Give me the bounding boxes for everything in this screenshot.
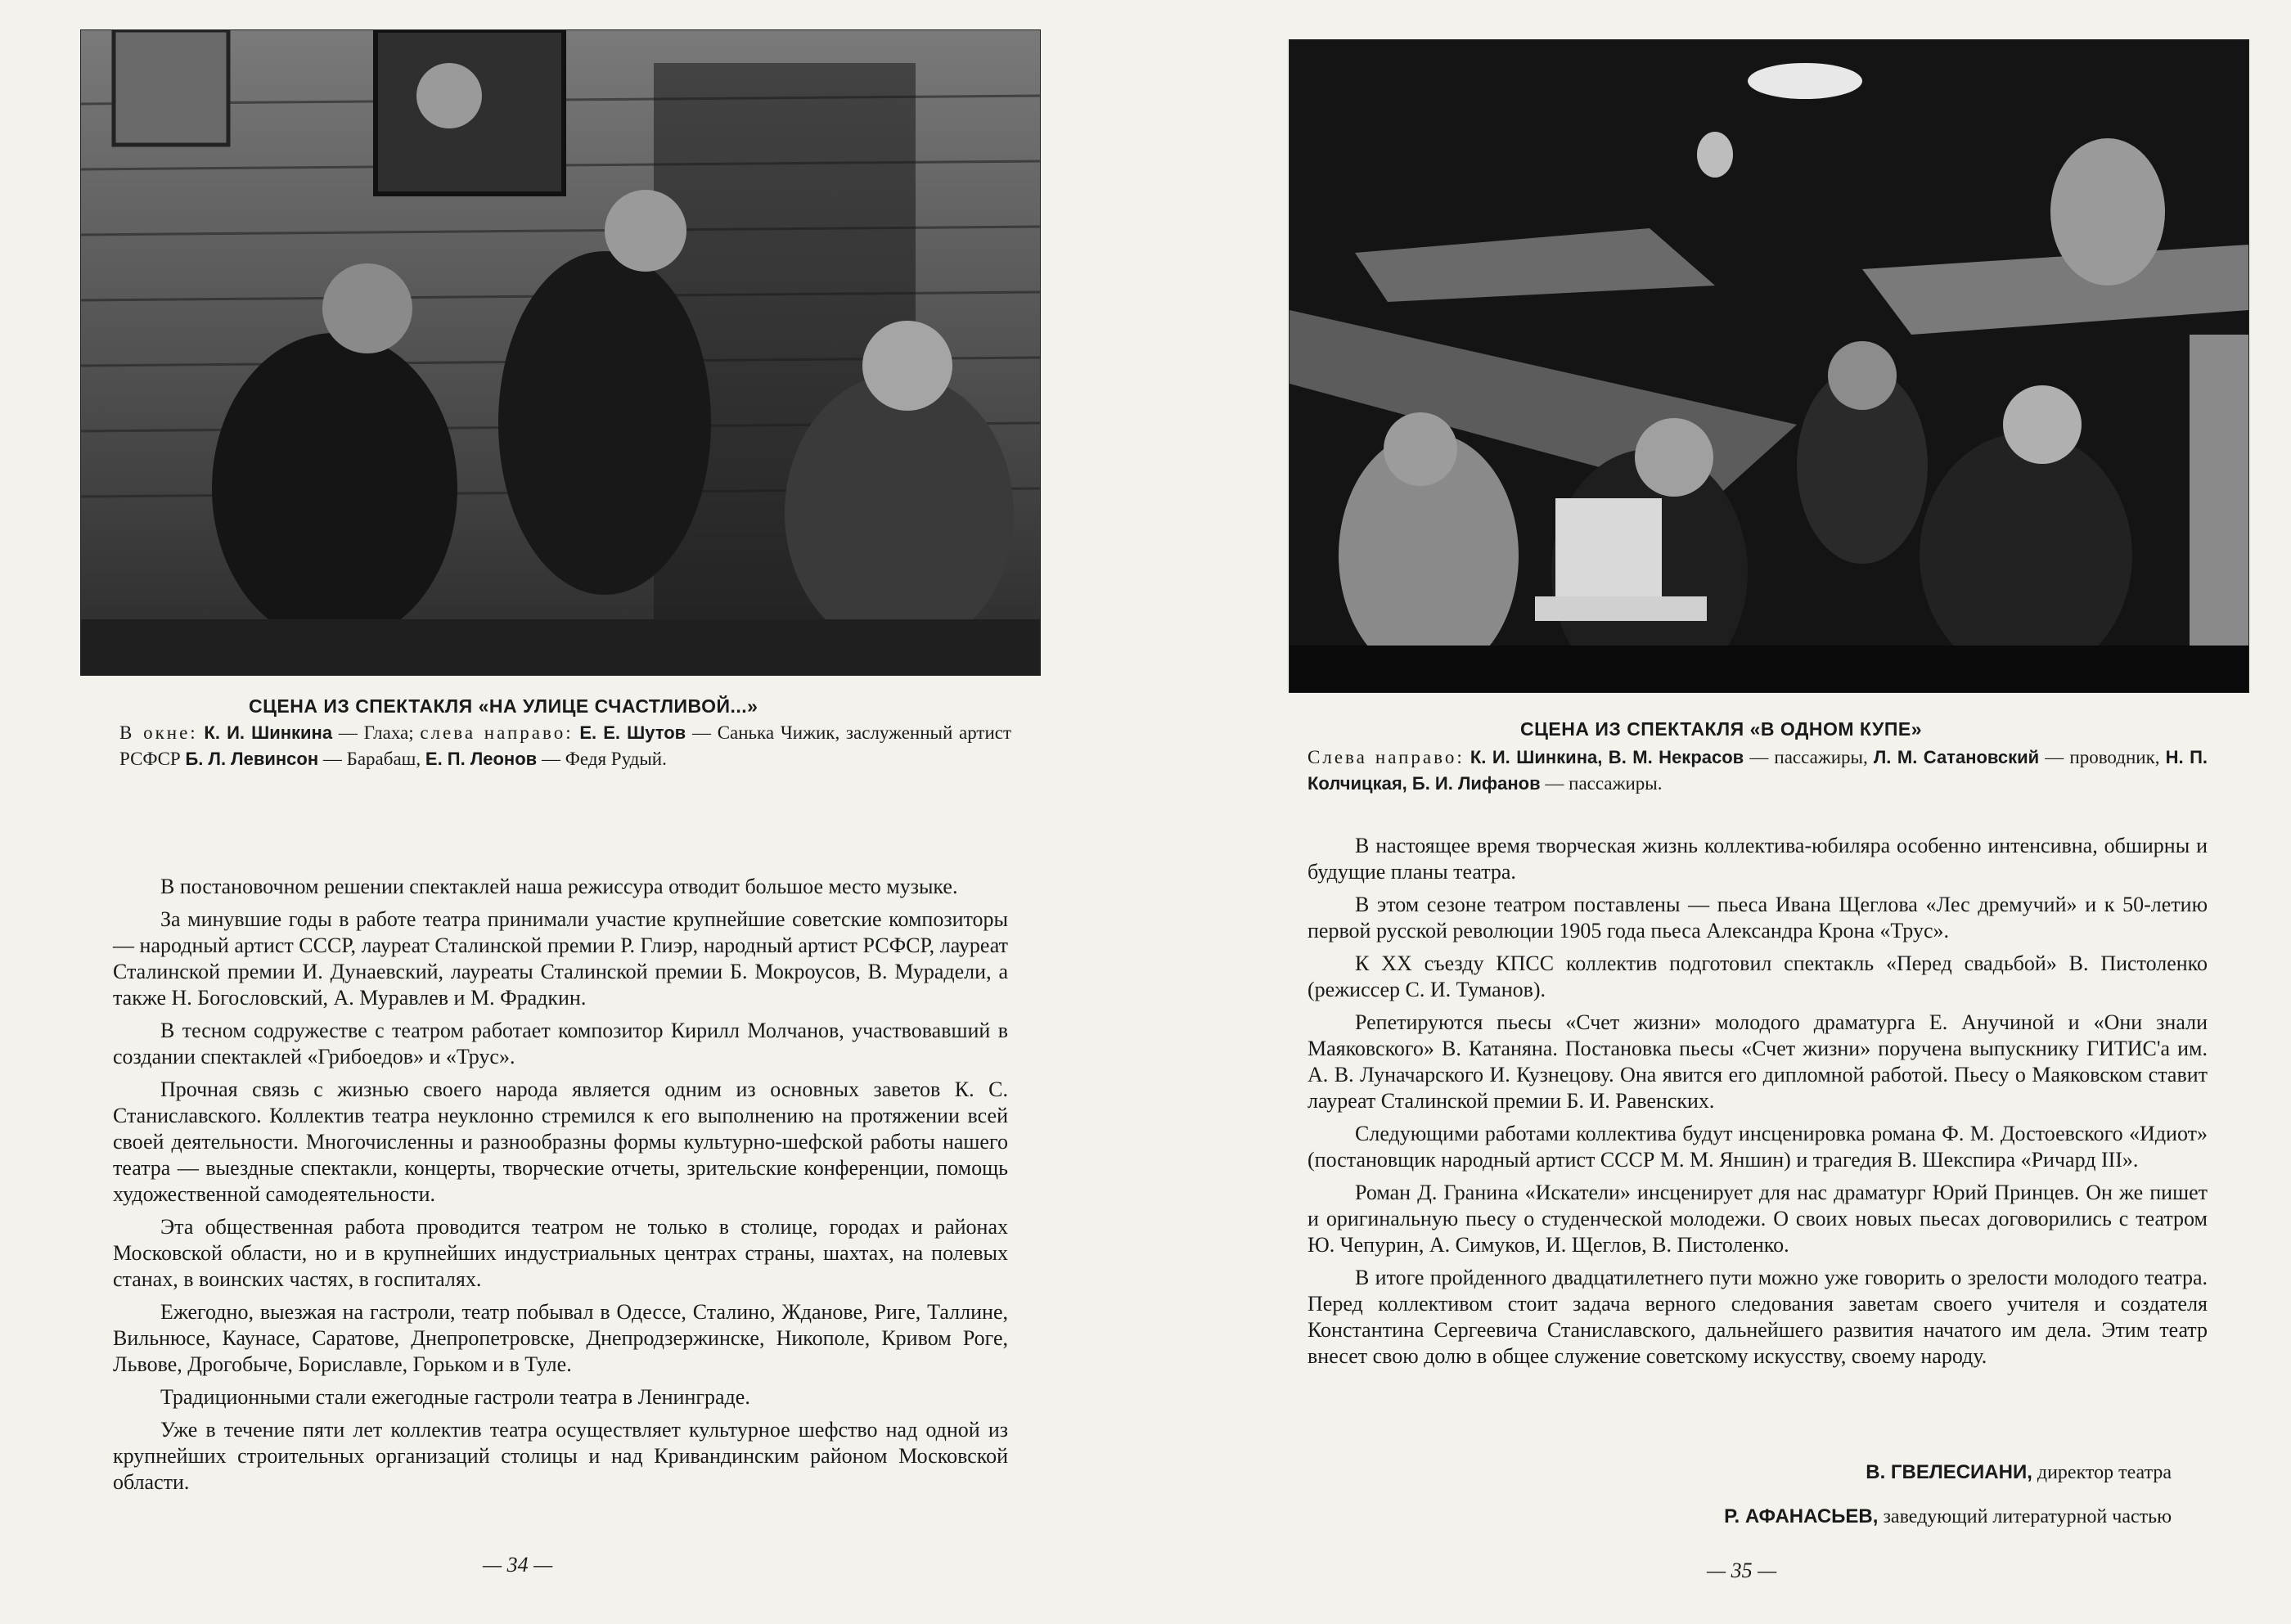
- paragraph: Уже в течение пяти лет коллектив театра осуществляет культурное шефство над одной из крупнейших строительных организаций столицы и над Кривандинским районом Московской области.: [113, 1418, 1008, 1494]
- actor-name: Е. П. Леонов: [425, 749, 538, 769]
- actor-name: Б. Л. Левинсон: [185, 749, 319, 769]
- signature-director: [1866, 1461, 2172, 1484]
- paragraph: Репетируются пьесы «Счет жизни» молодого драматурга Е. Анучиной и «Они знали Маяковского» В. Катаняна. Постановка пьесы «Счет жизни» поручена выпускнику ГИТИС'а им. А. В. Луначарского И. Кузнецову. Она явится его дипломной работой. Пьесу о Маяковском ставит лауреат Сталинской премии Б. И. Равенских.: [1308, 1010, 2208, 1113]
- caption-lead-window: В окне:: [119, 722, 198, 743]
- paragraph: Традиционными стали ежегодные гастроли театра в Ленинграде.: [160, 1385, 750, 1409]
- paragraph: В тесном содружестве с театром работает композитор Кирилл Молчанов, участвовавший в создании спектаклей «Грибоедов» и «Трус».: [113, 1019, 1008, 1068]
- actor-role: — пассажиры.: [1545, 773, 1663, 794]
- paragraph: Прочная связь с жизнью своего народа является одним из основных заветов К. С. Станиславского. Коллектив театра неуклонно стремился к его выполнению на протяжении всей своей деятельности. Многочисленны и разнообразны формы культурно-шефской работы нашего театра — выездные спектакли, концерты, творческие отчеты, зрительские конференции, помощь художественной самодеятельности.: [113, 1077, 1008, 1206]
- caption-title-left: СЦЕНА ИЗ СПЕКТАКЛЯ «НА УЛИЦЕ СЧАСТЛИВОЙ...»: [249, 695, 758, 717]
- paragraph: Ежегодно, выезжая на гастроли, театр побывал в Одессе, Сталино, Жданове, Риге, Таллине, Вильнюсе, Каунасе, Саратове, Днепропетровске, Днепродзержинске, Никополе, Кривом Роге, Львове, Дрогобыче, Бориславле, Горьком и в Туле.: [113, 1300, 1008, 1376]
- photo-illustration-left: [81, 30, 1040, 675]
- caption-lead-direction: слева направо:: [420, 722, 574, 743]
- article-text-left: [113, 874, 1008, 1502]
- actor-role: — Федя Рудый.: [541, 749, 667, 769]
- article-text-right: [1308, 833, 2208, 1376]
- scene-photo-left: [80, 29, 1041, 676]
- paragraph: В настоящее время творческая жизнь коллектива-юбиляра особенно интенсивна, обширны и будущие планы театра.: [1308, 834, 2208, 884]
- right-page: [1146, 0, 2291, 1624]
- actor-name: Л. М. Сатановский: [1873, 747, 2040, 767]
- paragraph: В этом сезоне театром поставлены — пьеса Ивана Щеглова «Лес дремучий» и к 50-летию первой русской революции 1905 года пьеса Александра Крона «Трус».: [1308, 893, 2208, 942]
- page-number-right: — 35 —: [1707, 1559, 1777, 1582]
- actor-name: К. И. Шинкина: [204, 722, 333, 743]
- scene-photo-right: [1289, 39, 2249, 693]
- caption-credits-right: [1308, 745, 2208, 797]
- page-number-left: — 34 —: [483, 1553, 553, 1577]
- signature-title: заведующий литературной частью: [1883, 1506, 2172, 1527]
- signature-literary-head: [1724, 1505, 2172, 1528]
- caption-lead-direction: Слева направо:: [1308, 747, 1465, 767]
- paragraph: За минувшие годы в работе театра принимали участие крупнейшие советские композиторы — народный артист СССР, лауреат Сталинской премии Р. Глиэр, народный артист РСФСР, лауреат Сталинской премии И. Дунаевский, лауреаты Сталинской премии Б. Мокроусов, В. Мурадели, а также Н. Богословский, А. Муравлев и М. Фрадкин.: [113, 907, 1008, 1010]
- paragraph: В постановочном решении спектаклей наша режиссура отводит большое место музыке.: [160, 875, 958, 898]
- paragraph: Роман Д. Гранина «Искатели» инсценирует для нас драматург Юрий Принцев. Он же пишет и оригинальную пьесу о студенческой молодежи. О своих новых пьесах договорились с театром Ю. Чепурин, А. Симуков, И. Щеглов, В. Пистоленко.: [1308, 1181, 2208, 1257]
- paragraph: В итоге пройденного двадцатилетнего пути можно уже говорить о зрелости молодого театра. Перед коллективом стоит задача верного следования заветам своего учителя и создателя Константина Сергеевича Станиславского, дальнейшего развития начатого им дела. Этим театр внесет свою долю в общее служение советскому искусству, своему народу.: [1308, 1266, 2208, 1368]
- actor-name: Н. П. Колчицкая, Б. И. Лифанов: [1308, 747, 2208, 794]
- actor-role: — пассажиры,: [1749, 747, 1868, 767]
- actor-name: К. И. Шинкина, В. М. Некрасов: [1470, 747, 1744, 767]
- paragraph: Следующими работами коллектива будут инсценировка романа Ф. М. Достоевского «Идиот» (постановщик народный артист СССР М. М. Яншин) и трагедия В. Шекспира «Ричард III».: [1308, 1122, 2208, 1172]
- signature-name: В. ГВЕЛЕСИАНИ,: [1866, 1461, 2032, 1483]
- signature-title: директор театра: [2037, 1462, 2172, 1483]
- paragraph: Эта общественная работа проводится театром не только в столице, городах и районах Московской области, но и в крупнейших индустриальных центрах страны, шахтах, на полевых станах, в воинских частях, в госпиталях.: [113, 1215, 1008, 1291]
- actor-role: — Глаха;: [338, 722, 414, 743]
- photo-illustration-right: [1290, 40, 2248, 692]
- paragraph: К XX съезду КПСС коллектив подготовил спектакль «Перед свадьбой» В. Пистоленко (режиссер С. И. Туманов).: [1308, 951, 2208, 1001]
- actor-role: — проводник,: [2045, 747, 2160, 767]
- actor-name: Е. Е. Шутов: [579, 722, 686, 743]
- caption-title-right: СЦЕНА ИЗ СПЕКТАКЛЯ «В ОДНОМ КУПЕ»: [1520, 718, 1922, 740]
- actor-role: — Санька Чижик, заслуженный артист РСФСР: [119, 722, 1012, 769]
- caption-credits-left: [119, 720, 1011, 772]
- signature-name: Р. АФАНАСЬЕВ,: [1724, 1505, 1879, 1527]
- actor-role: — Барабаш,: [322, 749, 421, 769]
